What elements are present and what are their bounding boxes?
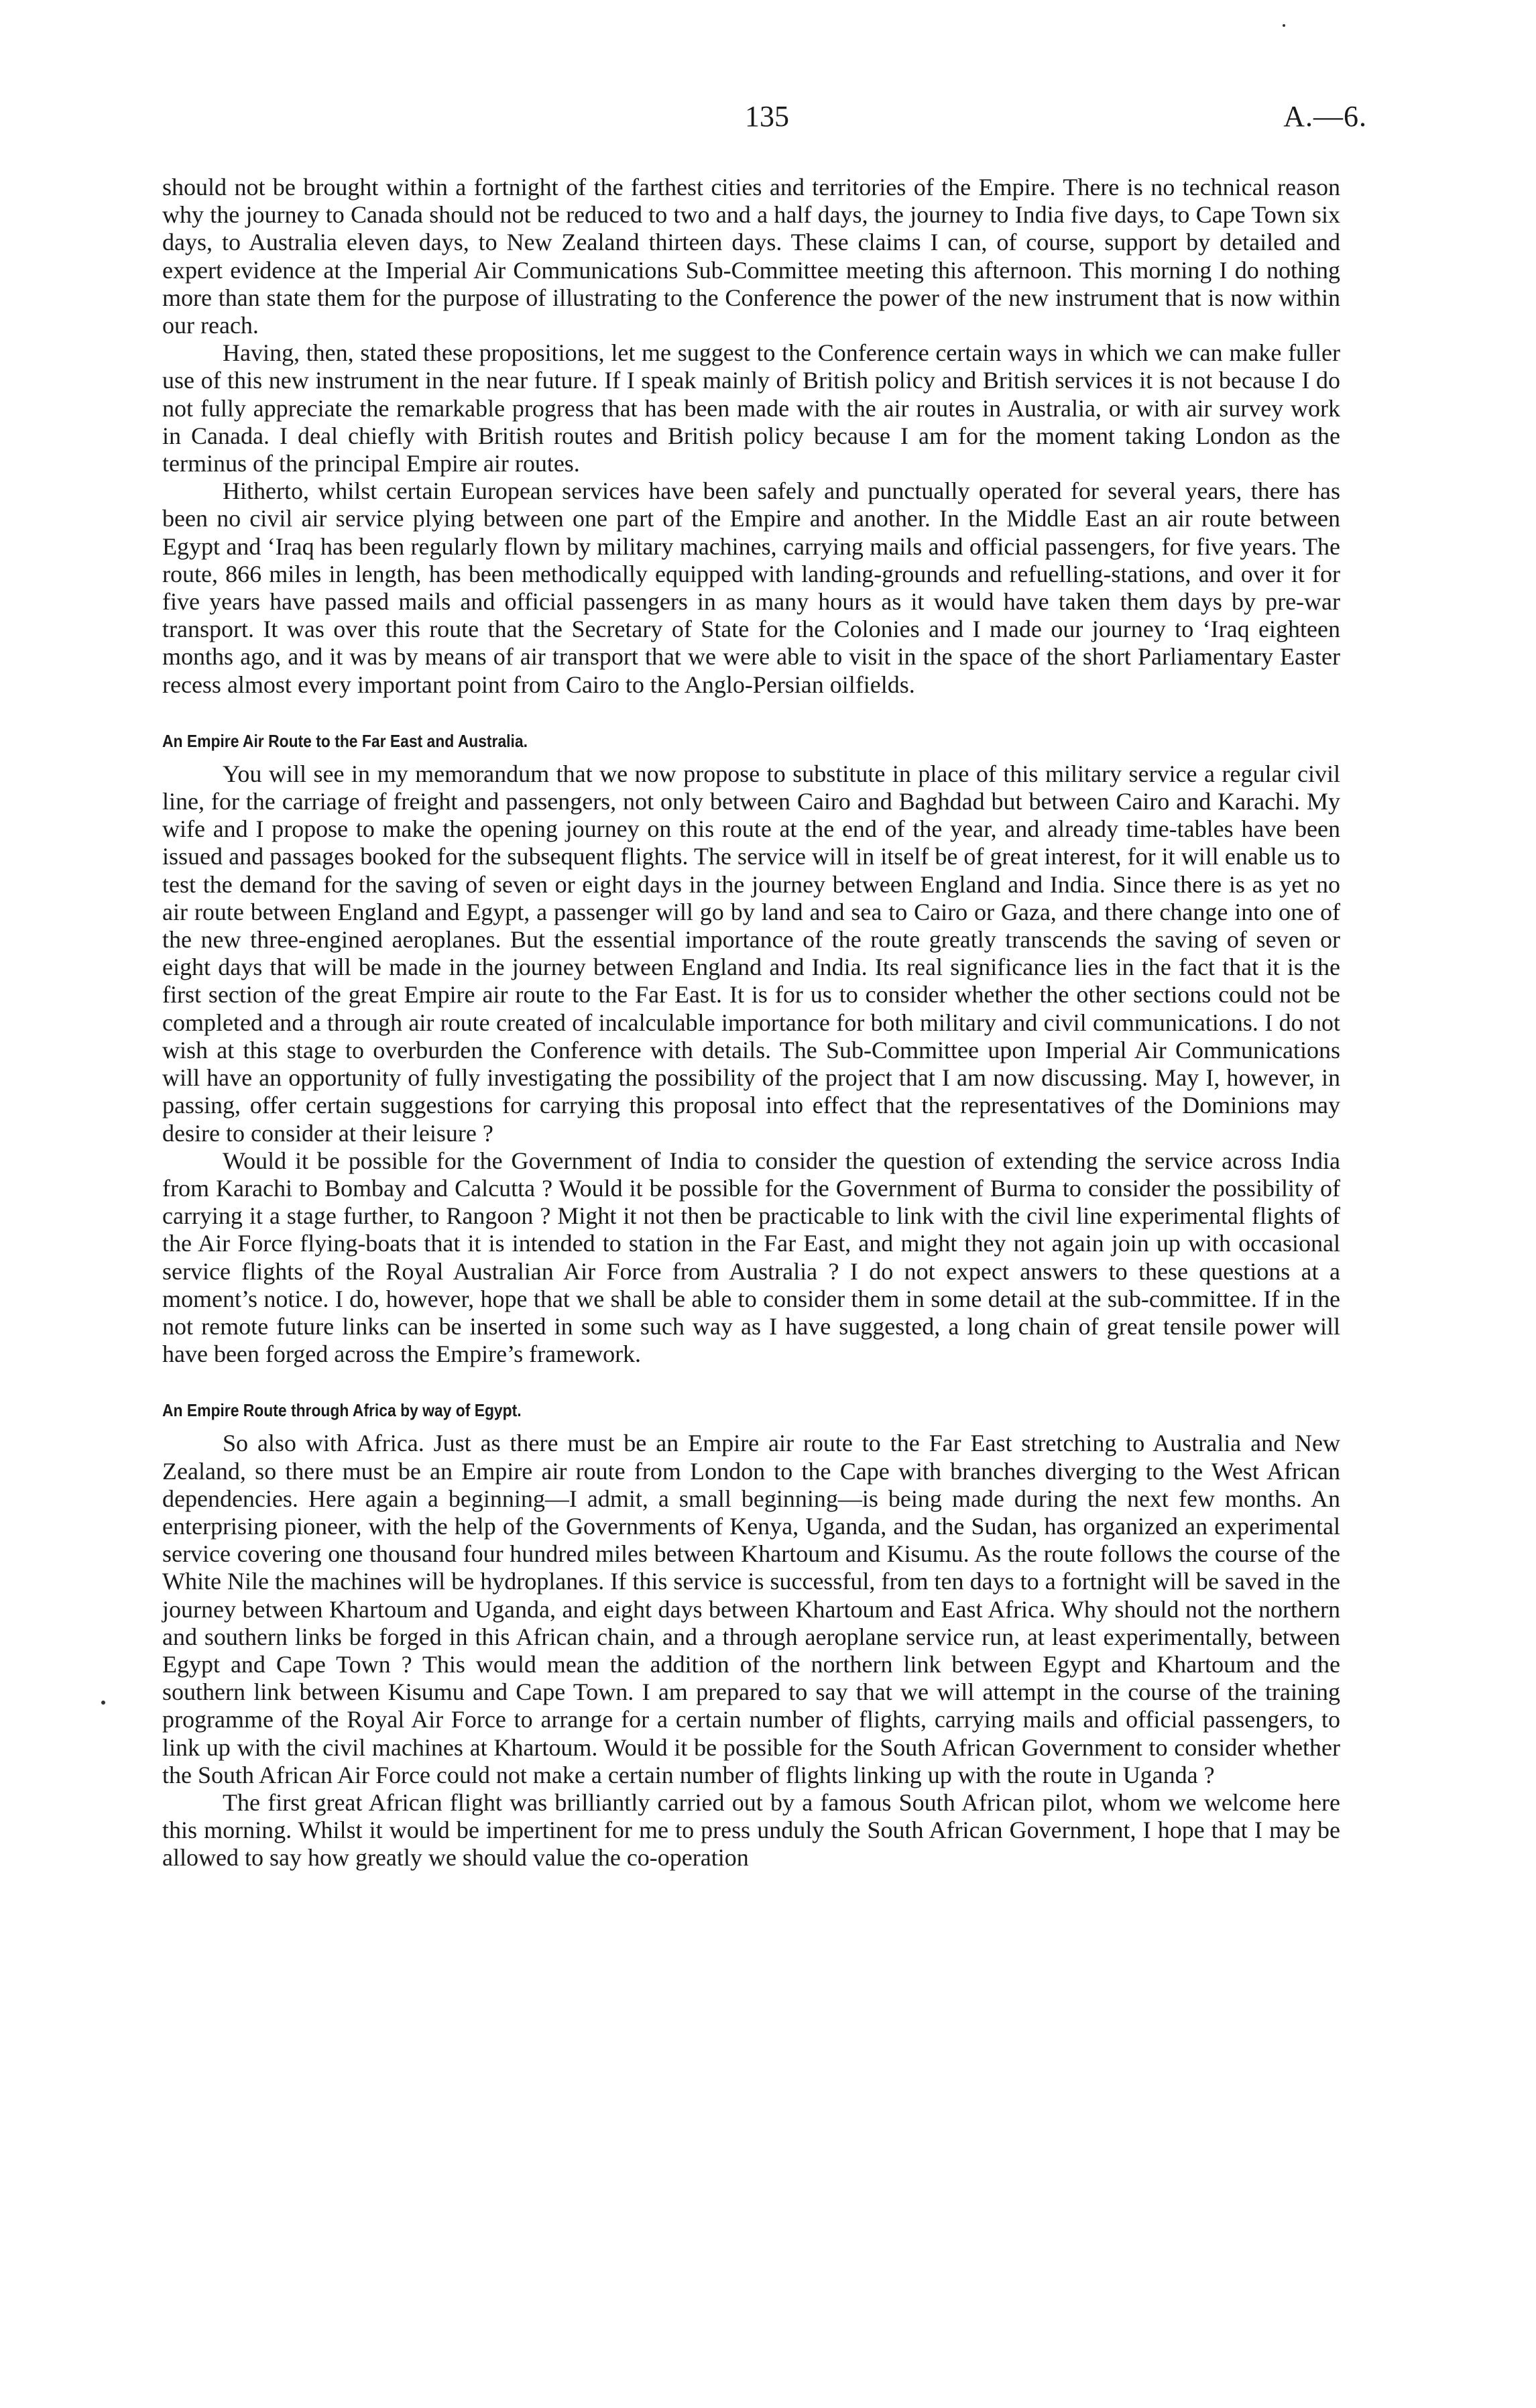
paragraph-propositions: Having, then, stated these propositions, let me suggest to the Conference certain ways in which we can make fuller use of this new instrument in the near future. If I speak mainly of British policy and British services it is not because I do not fully appreciate the remarkable progress that has been made with the air routes in Australia, or with air survey work in Canada. I deal chiefly with British routes and British policy because I am for the moment taking London as the terminus of the principal Empire air routes. <box>162 339 1340 477</box>
paragraph-african-flight: The first great African flight was brilliantly carried out by a famous South African pilot, whom we welcome here this morning. Whilst it would be impertinent for me to press unduly the South African Government, I hope that I may be allowed to say how greatly we should value the co-operation <box>162 1788 1340 1872</box>
paragraph-india-burma: Would it be possible for the Government of India to consider the question of extending the service across India from Karachi to Bombay and Calcutta ? Would it be possible for the Government of Burma to consider the possibility of carrying it a stage further, to Rangoon ? Might it not then be practicable to link with the civil line experimental flights of the Air Force flying-boats that it is intended to station in the Far East, and might they not again join up with occasional service flights of the Royal Australian Air Force from Australia ? I do not expect answers to these questions at a moment’s notice. I do, however, hope that we shall be able to consider them in some detail at the sub-committee. If in the not remote future links can be inserted in some such way as I have suggested, a long chain of great tensile power will have been forged across the Empire’s framework. <box>162 1147 1340 1368</box>
paragraph-continuation: should not be brought within a fortnight of the farthest cities and territories of the Empire. There is no technical reason why the journey to Canada should not be reduced to two and a half days, the journey to India five days, to Cape Town six days, to Australia eleven days, to New Zealand thirteen days. These claims I can, of course, support by detailed and expert evidence at the Imperial Air Communications Sub-Committee meeting this afternoon. This morning I do nothing more than state them for the purpose of illustrating to the Conference the power of the new instrument that is now within our reach. <box>162 174 1340 339</box>
body-text <box>162 174 1340 1872</box>
scan-speck <box>1283 24 1285 27</box>
paragraph-africa-route: So also with Africa. Just as there must be an Empire air route to the Far East stretching to Australia and New Zealand, so there must be an Empire air route from London to the Cape with branches diverging to the West African dependencies. Here again a beginning—I admit, a small beginning—is being made during the next few months. An enterprising pioneer, with the help of the Governments of Kenya, Uganda, and the Sudan, has organized an experimental service covering one thousand four hundred miles between Khartoum and Kisumu. As the route follows the course of the White Nile the machines will be hydroplanes. If this service is successful, from ten days to a fortnight will be saved in the journey between Khartoum and Uganda, and eight days between Khartoum and East Africa. Why should not the northern and southern links be forged in this African chain, and a through aeroplane service run, at least experimentally, between Egypt and Cape Town ? This would mean the addition of the northern link between Egypt and Khartoum and the southern link between Kisumu and Cape Town. I am prepared to say that we will attempt in the course of the training programme of the Royal Air Force to arrange for a certain number of flights, carrying mails and official passengers, to link up with the civil machines at Khartoum. Would it be possible for the South African Government to consider whether the South African Air Force could not make a certain number of flights linking up with the route in Uganda ? <box>162 1430 1340 1788</box>
section-heading-africa: An Empire Route through Africa by way of Egypt. <box>162 1400 522 1421</box>
page-number: 135 <box>745 100 789 133</box>
section-heading-far-east: An Empire Air Route to the Far East and Australia. <box>162 730 528 751</box>
paragraph-middle-east-route: Hitherto, whilst certain European services have been safely and punctually operated for several years, there has been no civil air service plying between one part of the Empire and another. In the Middle East an air route between Egypt and ‘Iraq has been regularly flown by military machines, carrying mails and official passengers, for five years. The route, 866 miles in length, has been methodically equipped with landing-grounds and refuelling-stations, and over it for five years have passed mails and official passengers in as many hours as it would have taken them days by pre-war transport. It was over this route that the Secretary of State for the Colonies and I made our journey to ‘Iraq eighteen months ago, and it was by means of air transport that we were able to visit in the space of the short Parliamentary Easter recess almost every important point from Cairo to the Anglo-Persian oilfields. <box>162 477 1340 698</box>
paragraph-civil-line: You will see in my memorandum that we now propose to substitute in place of this military service a regular civil line, for the carriage of freight and passengers, not only between Cairo and Baghdad but between Cairo and Karachi. My wife and I propose to make the opening journey on this route at the end of the year, and already time-tables have been issued and passages booked for the subsequent flights. The service will in itself be of great interest, for it will enable us to test the demand for the saving of seven or eight days in the journey between England and India. Since there is as yet no air route between England and Egypt, a passenger will go by land and sea to Cairo or Gaza, and there change into one of the new three-engined aeroplanes. But the essential importance of the route greatly transcends the saving of seven or eight days that will be made in the journey between England and India. Its real significance lies in the fact that it is the first section of the great Empire air route to the Far East. It is for us to consider whether the other sections could not be completed and a through air route created of incalculable importance for both military and civil communications. I do not wish at this stage to overburden the Conference with details. The Sub-Committee upon Imperial Air Communications will have an opportunity of fully investigating the possibility of the project that I am now discussing. May I, however, in passing, offer certain suggestions for carrying this proposal into effect that the representatives of the Dominions may desire to consider at their leisure ? <box>162 760 1340 1147</box>
margin-dot <box>101 1701 105 1705</box>
document-reference: A.—6. <box>1283 100 1367 133</box>
